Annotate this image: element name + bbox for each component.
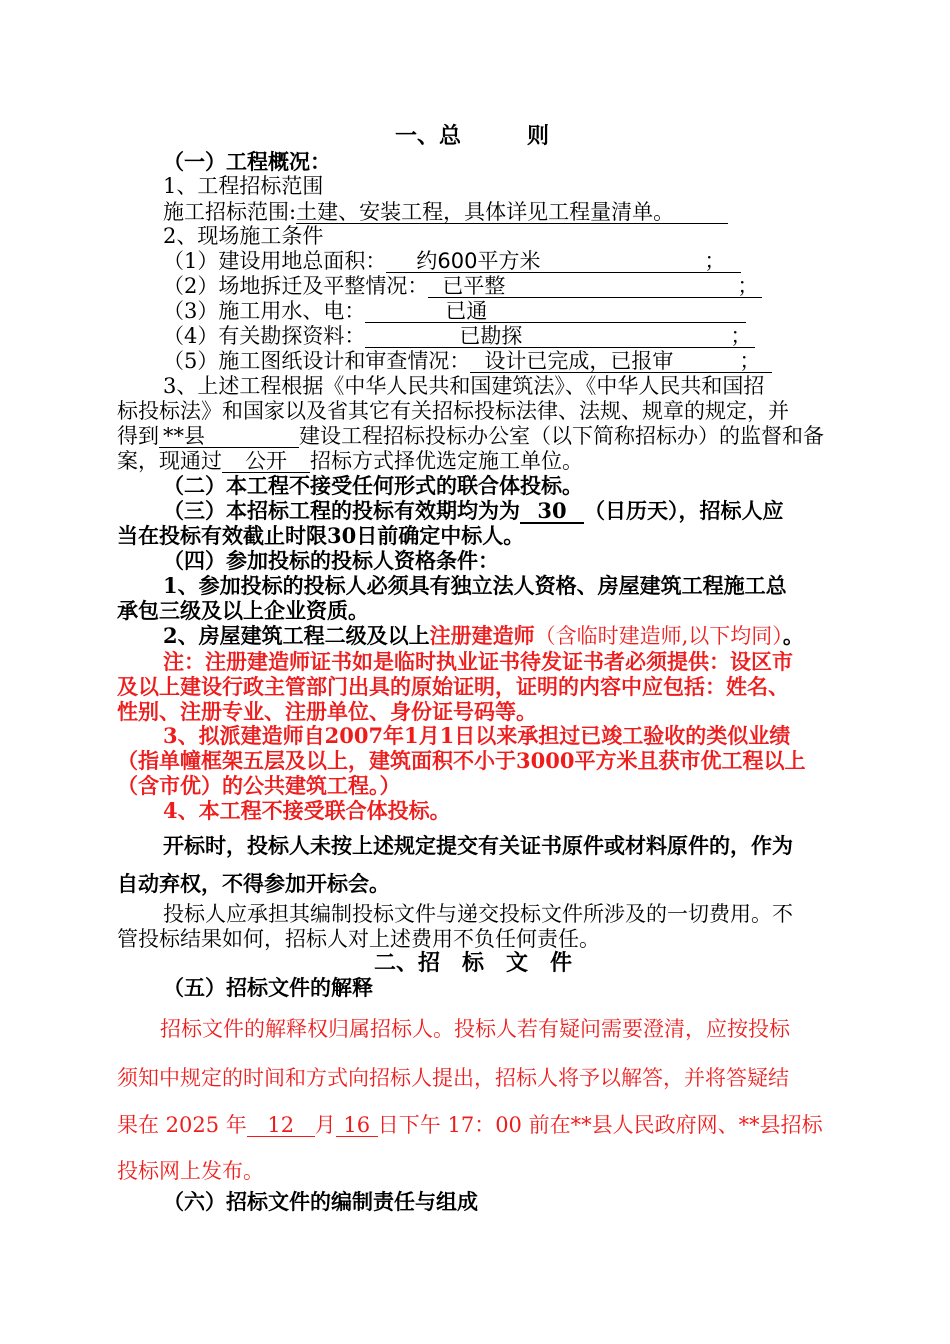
scope-label: 施工招标范围: [163,200,297,224]
semicolon: ； [739,349,761,373]
condition-value: 设计已完成，已报审 [484,349,674,373]
condition-value: 已通 [445,299,488,323]
requirement-3-line-2: （指单幢框架五层及以上，建筑面积不小于3000平方米且获市优工程以上 [117,748,806,773]
subheading-qualifications: （四）参加投标的投标人资格条件： [163,548,499,573]
semicolon: ； [704,249,726,273]
requirement-3-line-1: 3、拟派建造师自2007年1月1日以来承担过已竣工验收的类似业绩 [163,723,791,748]
condition-label: （5）施工图纸设计和审查情况： [163,349,471,373]
bid-validity-line-1: （三）本招标工程的投标有效期均为为 30 （日历天），招标人应 [163,498,784,523]
scope-line [163,200,728,224]
note-line-2: 及以上建设行政主管部门出具的原始证明，证明的内容中应包括：姓名、 [117,674,789,699]
interpretation-line-3: 果在 2025 年 12 月 16 日下午 17：00 前在**县人民政府网、**县招标 [117,1113,823,1137]
cost-line-1: 投标人应承担其编制投标文件与递交投标文件所涉及的一切费用。不 [163,902,793,926]
reply-day: 16 [336,1114,378,1137]
item3-line-4: 案，现通过 公开 招标方式择优选定施工单位。 [117,449,583,473]
subheading-project-overview: （一）工程概况： [163,149,331,174]
item-site-conditions-title: 2、现场施工条件 [163,224,324,248]
note-line-3: 性别、注册专业、注册单位、身份证号码等。 [117,699,537,724]
opening-rule-line-1: 开标时，投标人未按上述规定提交有关证书原件或材料原件的，作为 [163,833,793,858]
cost-line-2: 管投标结果如何，招标人对上述费用不负任何责任。 [117,927,600,951]
condition-demolition [163,274,762,298]
interpretation-line-2: 须知中规定的时间和方式向招标人提出，招标人将予以解答，并将答疑结 [117,1066,789,1090]
item-bidding-scope-title: 1、工程招标范围 [163,174,324,198]
section-title-general: 一、总 则 [395,123,550,149]
requirement-3-line-3: （含市优）的公共建筑工程。） [117,773,401,798]
item3-line-2: 标投标法》和国家以及省其它有关招标投标法律、法规、规章的规定，并 [117,399,789,423]
condition-land-area [163,249,741,273]
county-name: **县 [163,424,205,448]
interpretation-line-1: 招标文件的解释权归属招标人。投标人若有疑问需要澄清，应按投标 [160,1017,790,1041]
requirement-2: 2、房屋建筑工程二级及以上注册建造师（含临时建造师,以下均同）。 [163,623,804,648]
requirement-1-line-1: 1、参加投标的投标人必须具有独立法人资格、房屋建筑工程施工总 [163,573,787,598]
opening-rule-line-2: 自动弃权，不得参加开标会。 [117,871,390,896]
item3-line-3: 得到 **县 建设工程招标投标办公室（以下简称招标办）的监督和备 [117,424,824,448]
subheading-interpretation: （五）招标文件的解释 [163,975,373,1000]
condition-value: 已勘探 [459,324,523,348]
bidding-method: 公开 [222,450,310,473]
note-line-1: 注：注册建造师证书如是临时执业证书待发证书者必须提供：设区市 [163,649,793,674]
requirement-4: 4、本工程不接受联合体投标。 [163,798,451,823]
interpretation-line-4: 投标网上发布。 [117,1159,264,1183]
condition-drawings [163,349,772,373]
section-title-tender-documents: 二、招 标 文 件 [374,950,573,976]
condition-value: 约600平方米 [416,249,541,273]
bid-validity-days: 30 [520,500,584,524]
condition-label: （2）场地拆迁及平整情况： [163,274,429,298]
condition-value: 已平整 [442,274,506,298]
condition-label: （3）施工用水、电： [163,299,366,323]
reply-month: 12 [247,1114,315,1137]
condition-label: （4）有关勘探资料： [163,324,366,348]
item3-line-1: 3、上述工程根据《中华人民共和国建筑法》、《中华人民共和国招 [163,374,765,398]
semicolon: ； [737,274,759,298]
subheading-compilation: （六）招标文件的编制责任与组成 [163,1189,478,1214]
condition-label: （1）建设用地总面积： [163,249,387,273]
requirement-1-line-2: 承包三级及以上企业资质。 [117,598,369,623]
scope-value: 土建、安装工程，具体详见工程量清单。 [296,201,728,224]
subheading-no-consortium: （二）本工程不接受任何形式的联合体投标。 [163,473,583,498]
bid-validity-line-2: 当在投标有效截止时限30日前确定中标人。 [117,523,525,548]
condition-survey [163,324,755,348]
condition-water-power [163,299,746,323]
semicolon: ； [730,324,752,348]
